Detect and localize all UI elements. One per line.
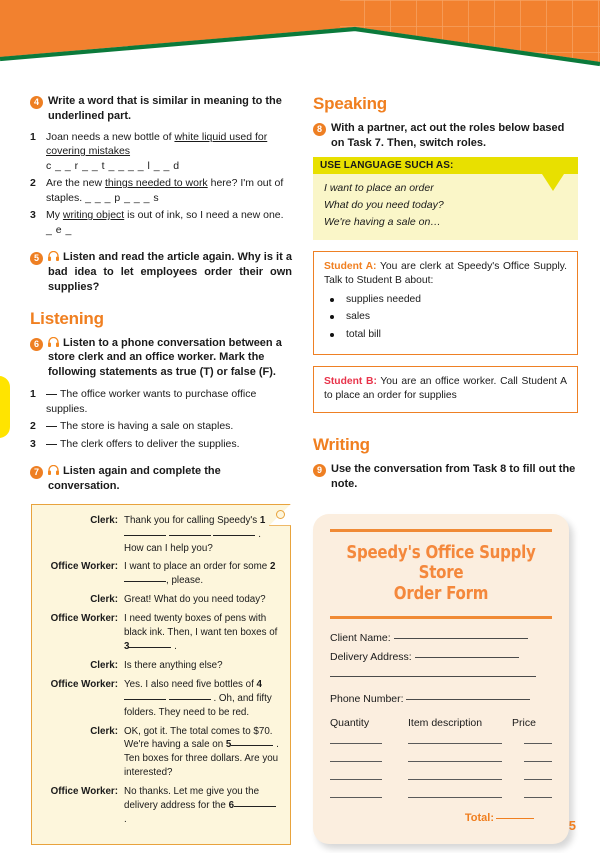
student-a-label: Student A: [324,260,377,272]
list-item: supplies needed [324,293,567,308]
dialogue-speaker: Clerk: [90,514,118,526]
order-row-qty-input[interactable] [330,787,382,798]
page-number: 5 [568,818,576,833]
true-false-blank[interactable] [46,426,57,427]
use-language-line: What do you need today? [324,199,444,211]
dialogue-row [38,725,280,781]
order-row-price-input[interactable] [524,751,552,762]
dialogue-row [38,560,280,588]
task-7-instruction: Listen again and complete the conversation. [48,465,221,492]
left-column [30,94,292,845]
item-number: 2 [30,177,36,190]
order-table-header [330,717,552,729]
dialogue-blank-number: 6 [228,800,235,812]
dialogue-row [38,785,280,827]
order-row-item-input[interactable] [408,787,502,798]
dialogue-text: Is there anything else? [124,659,223,671]
dialogue-speaker: Clerk: [90,659,118,671]
task-6-statements [30,387,292,451]
task-6-badge: 6 [30,338,43,351]
dialogue-box [31,504,291,845]
headphones-icon [48,337,59,347]
dialogue-text: Great! What do you need today? [124,594,266,606]
item-blank-pattern[interactable]: c _ _ r _ _ t _ _ _ _ l _ _ d [46,159,180,172]
total-label: Total: [464,811,494,824]
student-a-bullets [324,293,567,343]
true-false-blank[interactable] [46,394,57,395]
column-header-item-description: Item description [408,716,483,729]
client-name-field [330,632,552,644]
headphones-icon [48,465,59,475]
phone-number-input[interactable] [406,699,530,700]
task-8 [313,121,578,151]
statement-text [46,387,292,416]
item-number: 3 [30,209,36,222]
statement-number: 1 [30,388,36,401]
dialogue-text: I need twenty boxes of pens with black ink. Then, I want ten boxes of 3 . [124,613,278,653]
phone-number-label: Phone Number: [330,692,404,705]
list-item [30,419,292,433]
order-table-rows [330,733,552,798]
table-row [330,733,552,744]
item-text-before: My [46,209,63,222]
order-row-item-input[interactable] [408,733,502,744]
dialogue-text: Yes. I also need five bottles of 4 . Oh, and fifty folders. They need to be red. [124,678,272,718]
dialogue-speaker: Office Worker: [50,613,118,625]
list-item [30,176,292,205]
dialogue-speaker: Clerk: [90,594,118,606]
dialogue-blank-input[interactable] [124,699,166,700]
phone-number-field [330,693,552,705]
statement-label: The office worker wants to purchase office supplies. [46,388,257,415]
task-5-badge: 5 [30,252,43,265]
list-item: total bill [324,328,567,343]
dialogue-speaker: Clerk: [90,725,118,737]
use-language-line: I want to place an order [324,181,434,194]
headphones-icon [48,251,59,261]
use-language-header: USE LANGUAGE SUCH AS: [313,157,578,174]
list-item [30,387,292,416]
dialogue-rows [38,514,280,827]
true-false-blank[interactable] [46,444,57,445]
order-form-wrapper [313,514,569,844]
task-5-body [48,250,292,295]
task-6 [30,336,292,381]
statement-label: The clerk offers to deliver the supplies. [60,437,240,450]
item-number: 1 [30,130,36,143]
item-text-after: is out of ink, so I need a new one. [124,209,284,222]
use-language-box [313,157,578,240]
item-text-before: Joan needs a new bottle of [46,130,175,143]
task-6-body [48,336,292,381]
dialogue-blank-input[interactable] [169,699,211,700]
dialogue-row [38,659,280,673]
total-input[interactable] [496,818,534,819]
statement-text [46,437,292,451]
use-language-line: We're having a sale on… [324,216,441,229]
task-7 [30,464,292,494]
item-underlined: things needed to work [104,177,208,190]
statement-number: 3 [30,437,36,450]
dialogue-blank-number: 5 [225,739,232,751]
task-9-badge: 9 [313,464,326,477]
table-row [330,787,552,798]
statement-number: 2 [30,420,36,433]
task-4-instruction: Write a word that is similar in meaning to the underlined part. [48,95,282,122]
task-4 [30,94,292,124]
dialogue-speaker: Office Worker: [50,786,118,798]
table-row [330,769,552,780]
speech-notch-icon [542,174,564,191]
task-4-badge: 4 [30,96,43,109]
task-6-instruction: Listen to a phone conversation between a store clerk and an office worker. Mark the following statements as true (T) or false (F). [48,336,282,379]
order-row-qty-input[interactable] [330,733,382,744]
speaking-heading: Speaking [313,94,387,113]
task-8-instruction: With a partner, act out the roles below based on Task 7. Then, switch roles. [331,122,565,149]
dialogue-text: I want to place an order for some 2, please. [124,561,276,587]
order-row-price-input[interactable] [524,787,552,798]
student-b-box [313,366,578,413]
use-language-body [313,174,578,240]
right-column [313,94,578,844]
task-5-instruction: Listen and read the article again. Why is it a bad idea to let employees order their own supplies? [48,251,292,293]
dialogue-text: No thanks. Let me give you the delivery address for the 6 . [124,785,280,827]
tag-hole-icon [276,510,285,519]
order-form-title-line2: Order Form [393,583,489,604]
item-underlined: white liquid used for covering mistakes [46,130,268,158]
dialogue-blank-input[interactable] [231,745,273,746]
dialogue-tag-wrapper [31,504,291,845]
list-item [30,208,292,237]
side-tab-marker [0,376,10,438]
dialogue-row [38,514,280,556]
student-b-label: Student B: [324,375,377,387]
form-rule-bottom [330,616,552,619]
client-name-input[interactable] [394,638,528,639]
client-name-label: Client Name: [330,631,391,644]
item-blank-pattern[interactable]: _ e _ [46,223,72,236]
order-total-row [330,812,552,824]
dialogue-text: OK, got it. The total comes to $70. We're having a sale on 5 . Ten boxes for three dollars. Are you interested? [124,725,279,779]
banner-shape [0,0,600,72]
delivery-address-field [330,651,552,663]
dialogue-row [38,593,280,607]
dialogue-row [38,612,280,654]
order-row-price-input[interactable] [524,733,552,744]
item-text [46,130,292,173]
dialogue-speaker: Office Worker: [50,678,118,690]
delivery-address-label: Delivery Address: [330,650,412,663]
dialogue-blank-input[interactable] [124,581,166,582]
order-row-price-input[interactable] [524,769,552,780]
task-9-instruction: Use the conversation from Task 8 to fill out the note. [331,462,576,490]
list-item [30,130,292,173]
item-blank-pattern[interactable]: _ _ _ p _ _ _ s [85,191,160,204]
order-form-title [346,543,537,605]
student-b-text: You are an office worker. Call Student A to place an order for supplies [324,375,567,402]
order-row-qty-input[interactable] [330,751,382,762]
order-row-item-input[interactable] [408,751,502,762]
list-item: sales [324,310,567,325]
item-text [46,176,292,205]
table-row [330,751,552,762]
student-a-box [313,251,578,355]
statement-label: The store is having a sale on staples. [60,420,234,433]
dialogue-row [38,678,280,720]
task-7-body [48,464,292,494]
dialogue-blank-input[interactable] [234,806,276,807]
order-row-qty-input[interactable] [330,769,382,780]
item-underlined: writing object [62,209,125,222]
task-7-badge: 7 [30,466,43,479]
dialogue-blank-number: 2 [269,561,276,573]
item-text-after: here? I'm out of staples. [46,177,284,204]
delivery-address-input-line2[interactable] [330,676,536,677]
task-5 [30,250,292,295]
dialogue-speaker: Office Worker: [50,561,118,573]
item-text [46,208,292,237]
order-row-item-input[interactable] [408,769,502,780]
delivery-address-field-line2 [330,670,552,682]
dialogue-blank-input[interactable] [124,535,166,536]
statement-text [46,419,292,433]
dialogue-text: Thank you for calling Speedy's 1 . How can I help you? [124,514,266,554]
dialogue-blank-number: 4 [256,678,262,690]
page-header-banner [0,0,600,72]
delivery-address-input[interactable] [415,657,519,658]
student-a-text: You are clerk at Speedy's Office Supply. Talk to Student B about: [324,260,567,287]
dialogue-blank-input[interactable] [169,535,211,536]
listening-heading: Listening [30,308,104,328]
task-9 [313,462,578,492]
column-header-price: Price [512,716,536,729]
order-form-title-line1: Speedy's Office Supply Store [346,542,536,584]
dialogue-blank-number: 1 [259,514,266,526]
dialogue-blank-input[interactable] [129,647,171,648]
form-rule-top [330,529,552,532]
column-header-quantity: Quantity [330,716,370,729]
item-text-before: Are the new [46,177,105,190]
dialogue-blank-input[interactable] [213,535,255,536]
dialogue-blank-number: 3 [124,641,130,653]
writing-heading: Writing [313,434,370,454]
list-item [30,437,292,451]
task-4-items [30,130,292,237]
task-8-badge: 8 [313,123,326,136]
order-form-card [313,514,569,844]
